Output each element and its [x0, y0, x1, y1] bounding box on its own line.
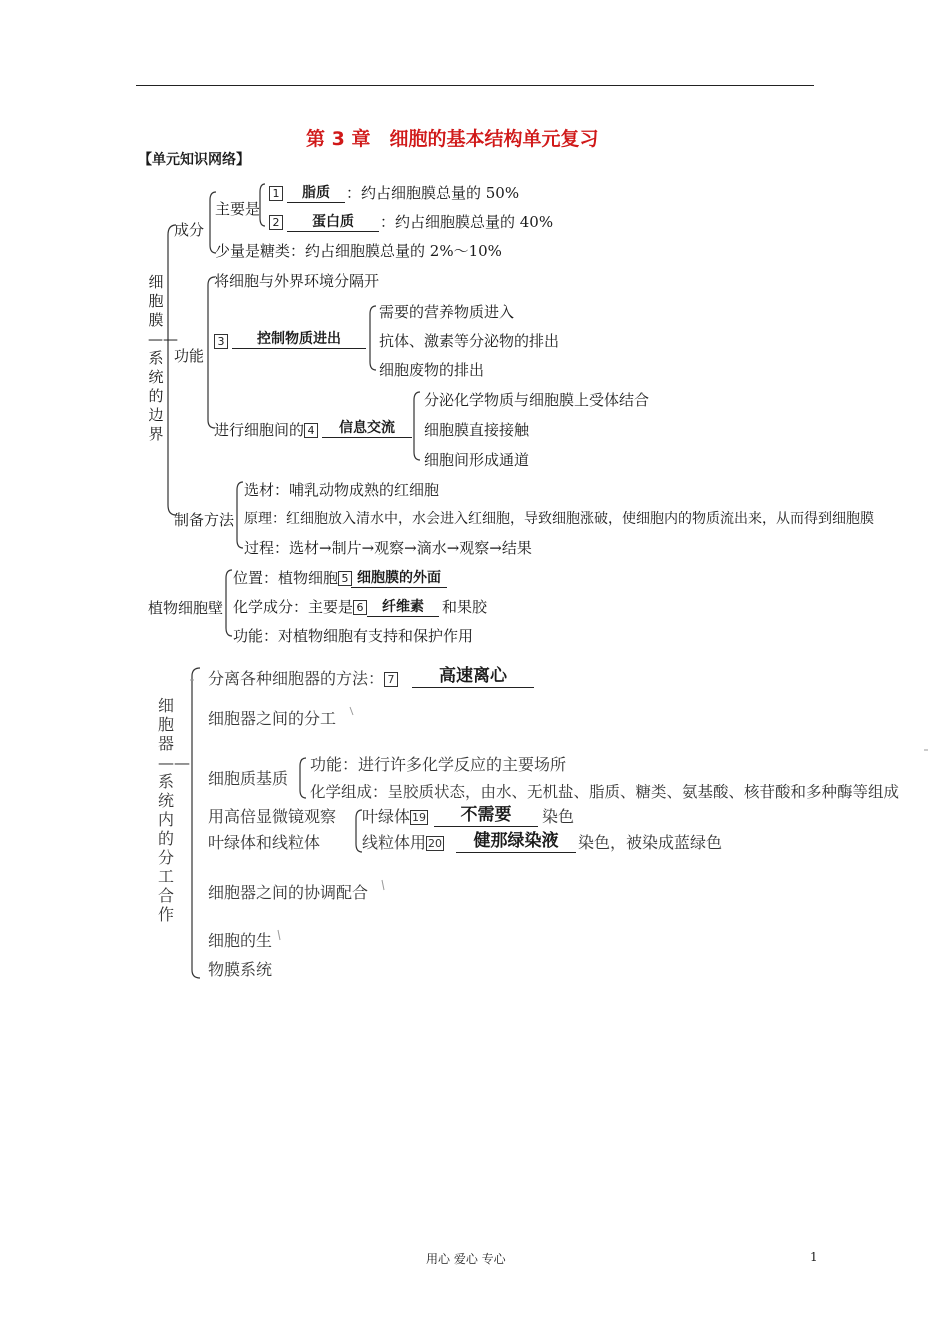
number-box: 7	[384, 672, 398, 687]
prep-item-1: 选材：哺乳动物成熟的红细胞	[244, 481, 440, 499]
biomembrane-line-1: 细胞的生	[208, 931, 273, 950]
page-number: 1	[810, 1250, 818, 1264]
protein-text: ：约占细胞膜总量的 40%	[380, 213, 554, 231]
component-2	[269, 213, 285, 231]
wall-position	[233, 569, 354, 587]
preparation-label: 制备方法	[174, 511, 235, 529]
answer-outside: 细胞膜的外面	[351, 569, 447, 588]
observation-label-1: 用高倍显微镜观察	[208, 807, 337, 826]
matrix-function: 功能：进行许多化学反应的主要场所	[310, 755, 567, 774]
answer-control: 控制物质进出	[232, 330, 366, 349]
chloroplast-text: 叶绿体	[362, 807, 411, 826]
number-box: 4	[304, 423, 318, 438]
organelle-label: 细胞器——系统内的分工合作	[158, 696, 190, 924]
mitochondria-suffix: 染色，被染成蓝绿色	[578, 833, 723, 852]
sugar-text: 少量是糖类：约占细胞膜总量的 2%～10%	[215, 242, 502, 260]
answer-no-stain: 不需要	[434, 805, 538, 827]
page-title: 第 3 章 细胞的基本结构单元复习	[306, 128, 599, 150]
chloroplast-suffix: 染色	[542, 807, 575, 826]
wall-function: 功能：对植物细胞有支持和保护作用	[233, 627, 474, 645]
function-3-text: 进行细胞间的	[214, 421, 305, 439]
number-box: 3	[214, 334, 228, 349]
cell-wall-label: 植物细胞壁	[148, 599, 224, 617]
control-item-3: 细胞废物的排出	[379, 361, 485, 379]
signal-item-2: 细胞膜直接接触	[424, 421, 530, 439]
matrix-label: 细胞质基质	[208, 769, 289, 788]
signal-item-3: 细胞间形成通道	[424, 451, 530, 469]
biomembrane-line-2: 物膜系统	[208, 960, 273, 979]
separation-text: 分离各种细胞器的方法：	[208, 669, 385, 688]
number-box: 1	[269, 186, 283, 201]
answer-protein: 蛋白质	[287, 213, 379, 232]
answer-cellulose: 纤维素	[367, 598, 439, 617]
mitochondria-text: 线粒体用	[362, 833, 427, 852]
components-label: 成分	[174, 221, 205, 239]
number-box: 2	[269, 215, 283, 230]
division: 细胞器之间的分工	[208, 709, 337, 728]
separation	[208, 670, 400, 688]
wall-chemical	[233, 598, 369, 616]
answer-janus-green: 健那绿染液	[456, 831, 576, 853]
component-1	[269, 184, 285, 202]
function-3-prefix	[214, 421, 320, 439]
function-2-num	[214, 332, 230, 350]
function-1: 将细胞与外界环境分隔开	[214, 272, 380, 290]
number-box: 19	[412, 811, 427, 824]
prep-item-2: 原理：红细胞放入清水中，水会进入红细胞，导致细胞涨破，使细胞内的物质流出来，从而得到细胞膜	[244, 511, 874, 527]
main-components-label: 主要是	[215, 200, 261, 218]
answer-lipid: 脂质	[287, 184, 345, 203]
mitochondria-line	[362, 834, 446, 852]
coordination: 细胞器之间的协调配合	[208, 883, 369, 902]
footer-slogan: 用心 爱心 专心	[426, 1252, 506, 1266]
chloroplast-line	[362, 808, 430, 826]
number-box: 6	[353, 600, 367, 615]
matrix-composition: 化学组成：呈胶质状态，由水、无机盐、脂质、糖类、氨基酸、核苷酸和多种酶等组成	[310, 783, 900, 801]
section-heading: 【单元知识网络】	[138, 152, 250, 168]
answer-centrifuge: 高速离心	[412, 666, 534, 688]
function-label: 功能	[174, 347, 205, 365]
lipid-text: ：约占细胞膜总量的 50%	[346, 184, 520, 202]
observation-label-2: 叶绿体和线粒体	[208, 833, 321, 852]
control-item-2: 抗体、激素等分泌物的排出	[379, 332, 560, 350]
membrane-label: 细胞膜——系统的边界	[148, 273, 178, 443]
wall-chemical-text: 化学成分：主要是	[233, 598, 354, 616]
number-box: 20	[428, 837, 443, 850]
wall-position-text: 位置：植物细胞	[233, 569, 339, 587]
wall-chemical-suffix: 和果胶	[442, 598, 488, 616]
prep-item-3: 过程：选材→制片→观察→滴水→观察→结果	[244, 539, 532, 557]
answer-signal: 信息交流	[322, 419, 412, 438]
signal-item-1: 分泌化学物质与细胞膜上受体结合	[424, 391, 650, 409]
control-item-1: 需要的营养物质进入	[379, 303, 515, 321]
number-box: 5	[338, 571, 352, 586]
